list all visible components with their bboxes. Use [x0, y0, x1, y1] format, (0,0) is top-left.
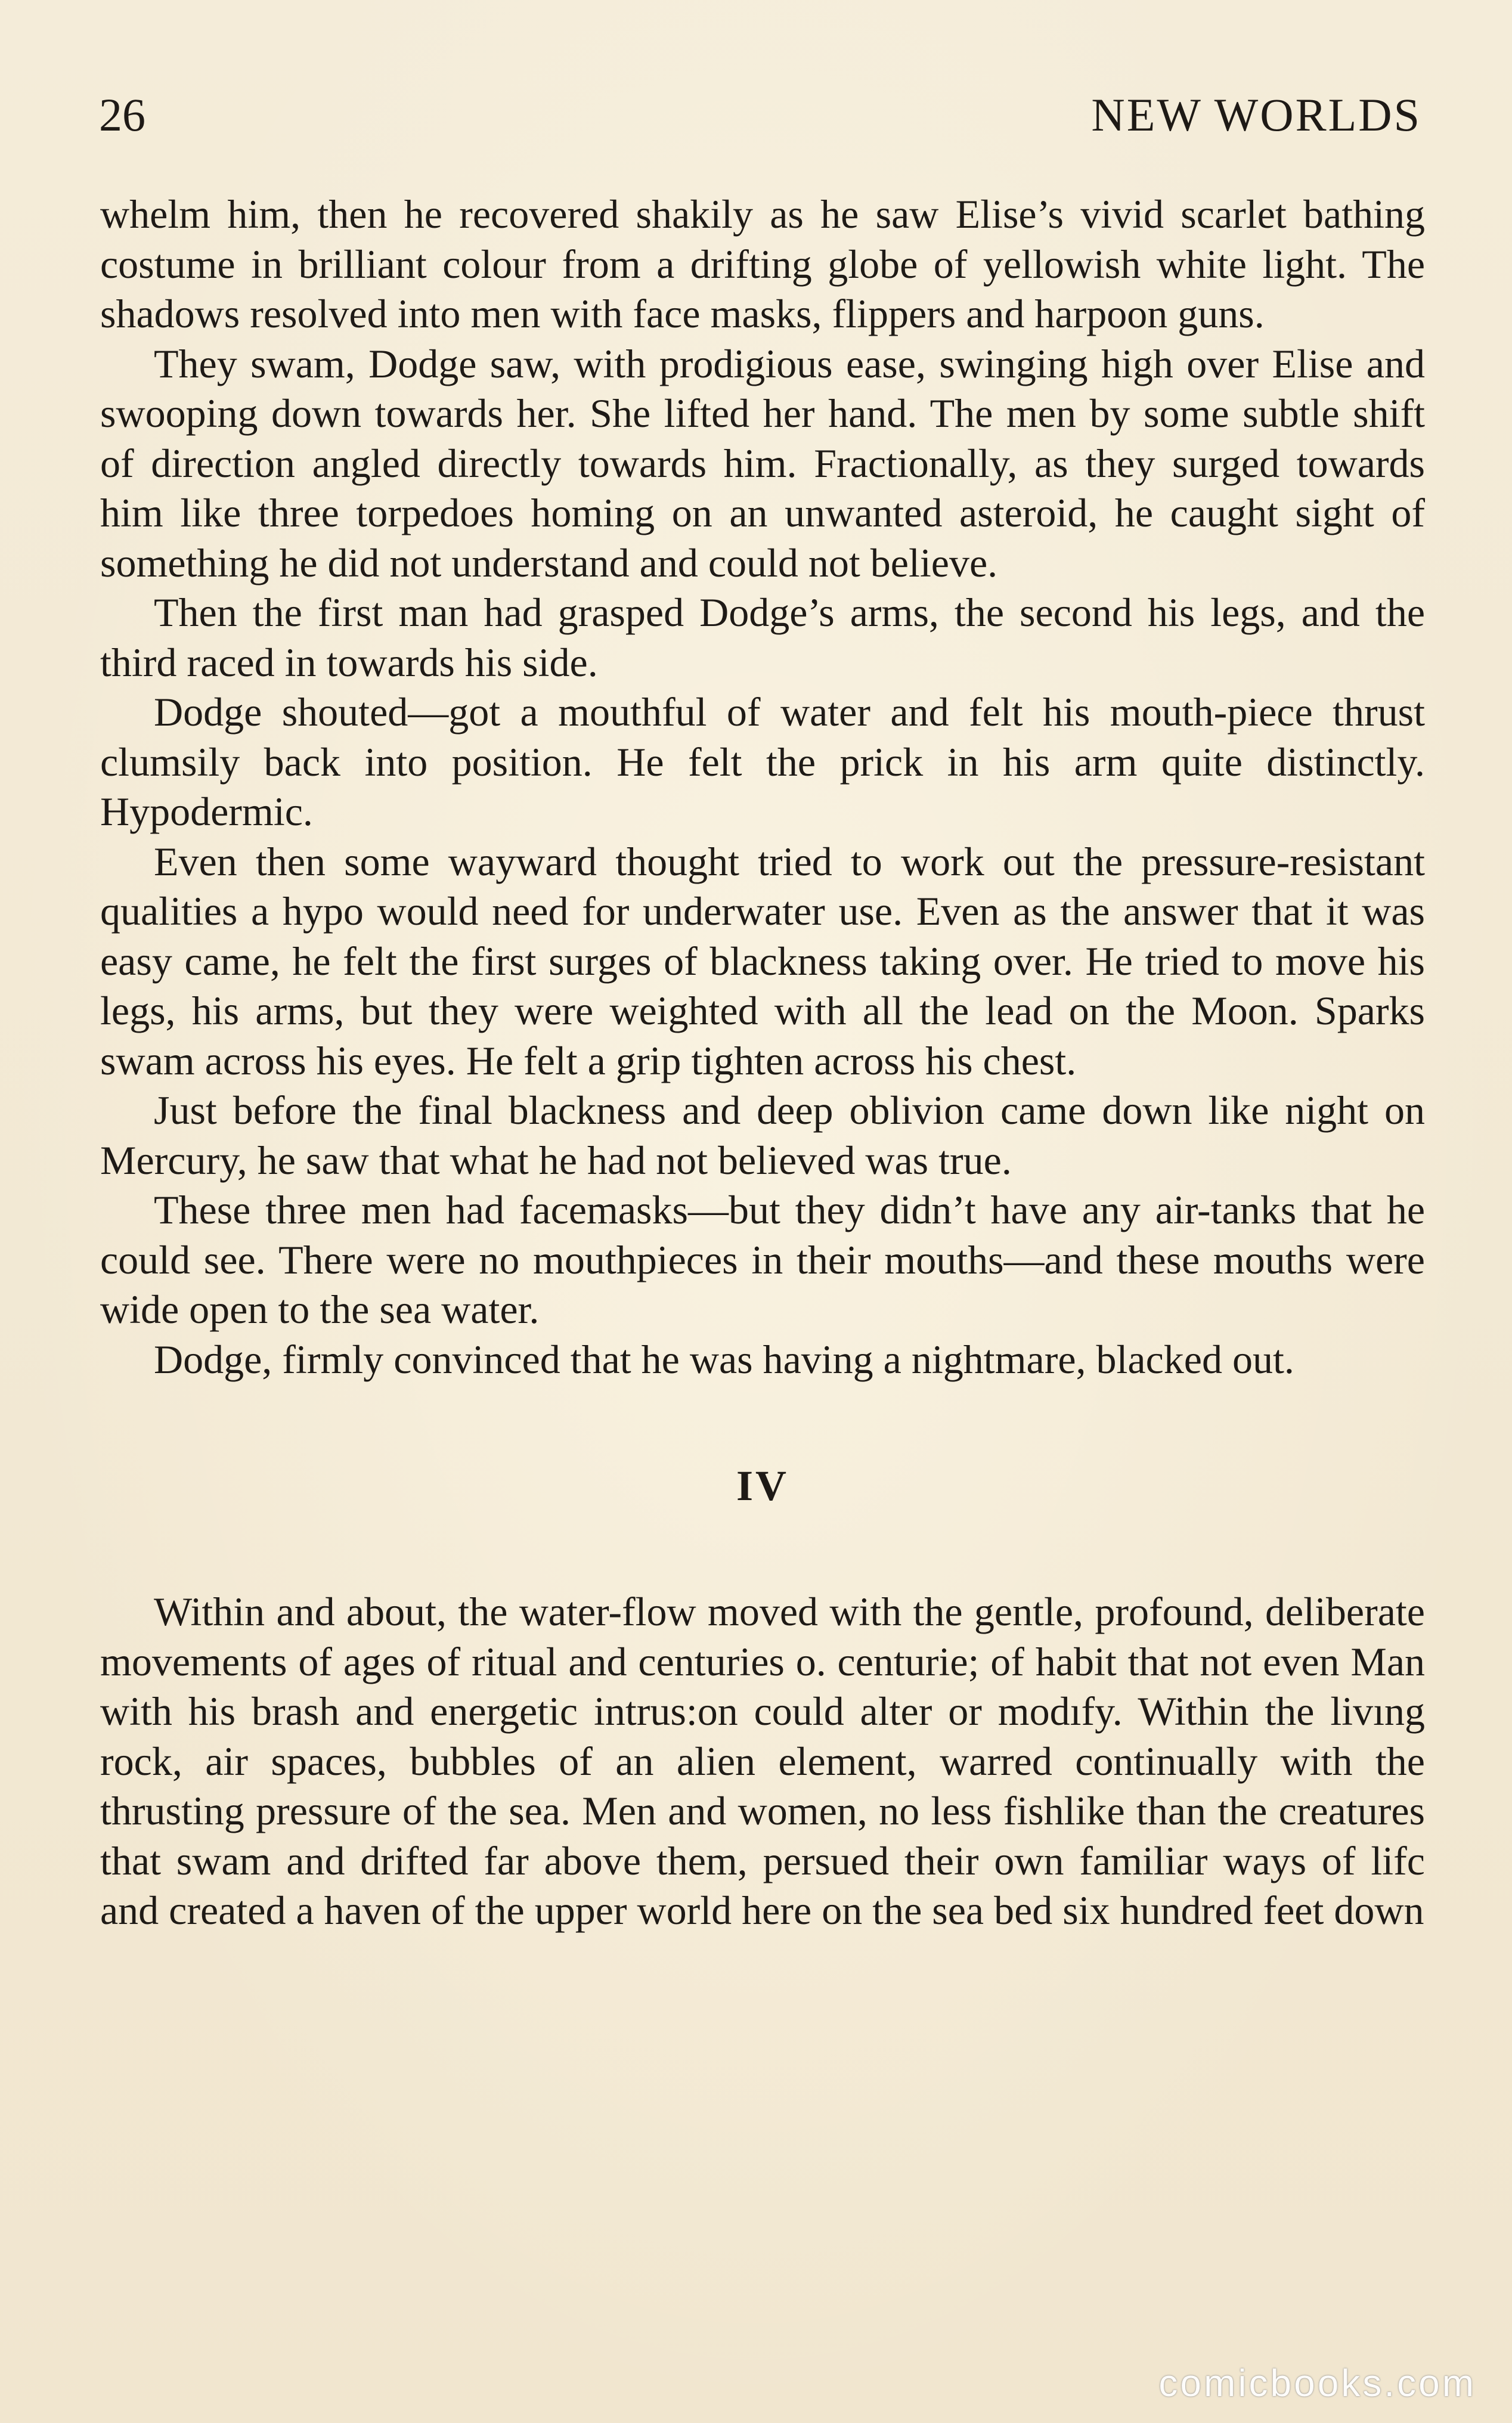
paragraph: Then the first man had grasped Dodge’s arms, the second his legs, and the third raced in towards his side.	[100, 590, 1425, 685]
page-number: 26	[99, 89, 145, 141]
body-text	[100, 190, 1425, 1936]
paragraph: Dodge, firmly convinced that he was having a nightmare, blacked out.	[154, 1336, 1294, 1382]
running-head: NEW WORLDS	[1091, 89, 1421, 141]
section-heading: IV	[736, 1462, 789, 1510]
paragraph: Dodge shouted—got a mouthful of water and felt his mouth-piece thrust clumsily back into position. He felt the prick in his arm quite distinctly. Hypodermic.	[100, 689, 1425, 834]
paragraph: whelm him, then he recovered shakily as he saw Elise’s vivid scarlet bathing costume in brilliant colour from a drifting globe of yellowish white light. The shadows resolved into men with face masks, flippers and harpoon guns.	[100, 191, 1425, 336]
paragraph: These three men had facemasks—but they didn’t have any air-tanks that he could see. There were no mouthpieces in their mouths—and these mouths were wide open to the sea water.	[100, 1187, 1425, 1332]
page-header	[99, 88, 1421, 142]
paragraph: Even then some wayward thought tried to work out the pressure-resistant qualities a hypo would need for underwater use. Even as the answer that it was easy came, he felt the first surges of blackness taking over. He tried to move his legs, his arms, but they were weighted with all the lead on the Moon. Sparks swam across his eyes. He felt a grip tighten across his chest.	[100, 838, 1425, 1083]
paragraph: Just before the final blackness and deep oblivion came down like night on Mercury, he saw that what he had not believed was true.	[100, 1087, 1425, 1183]
paragraph: They swam, Dodge saw, with prodigious ease, swinging high over Elise and swooping down towards her. She lifted her hand. The men by some subtle shift of direction angled directly towards him. Fractionally, as they surged towards him like three torpedoes homing on an unwanted asteroid, he caught sight of something he did not understand and could not believe.	[100, 340, 1425, 585]
watermark: comicbooks.com	[1158, 2362, 1476, 2405]
paragraph: Within and about, the water-flow moved with the gentle, profound, deliberate movements of ages of ritual and centuries o. centurie; of habit that not even Man with his brash and energetic intrus:on could alter or modıfy. Within the livıng rock, air spaces, bubbles of an alien element, warred continually with the thrusting pressure of the sea. Men and women, no less fishlike than the creatures that swam and drifted far above them, persued their own familiar ways of lifc and created a haven of the upper world here on the sea bed six hundred feet down	[100, 1589, 1425, 1933]
